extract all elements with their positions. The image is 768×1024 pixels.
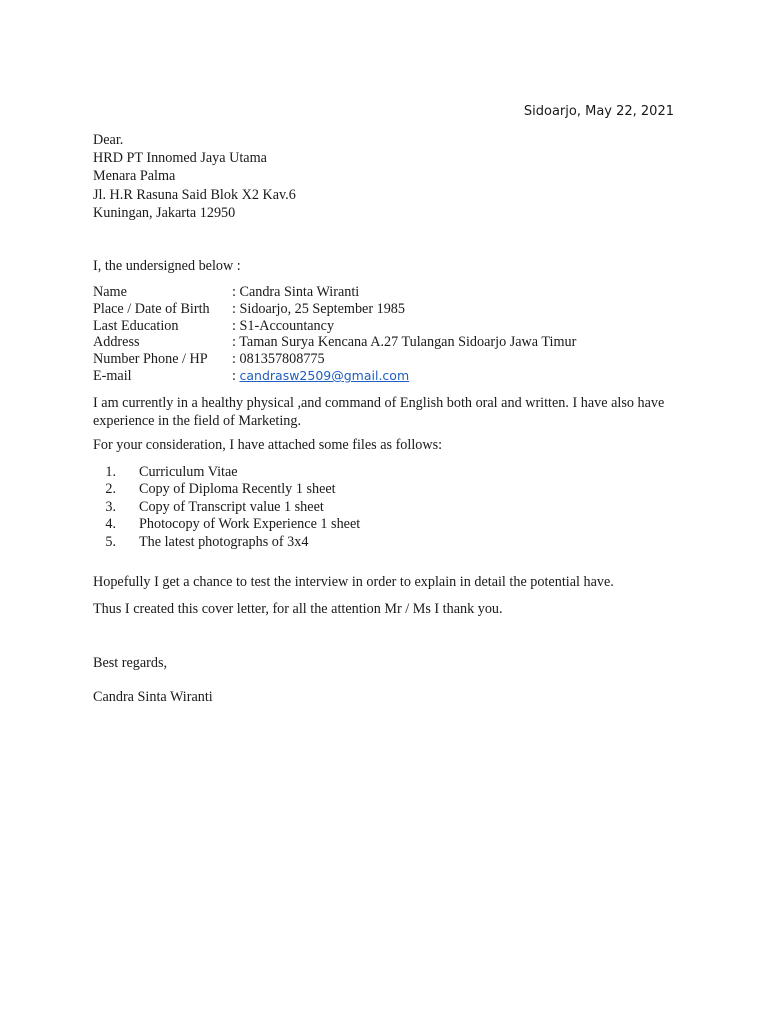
- list-item: [93, 464, 360, 481]
- detail-label: Number Phone / HP: [93, 351, 208, 368]
- email-link[interactable]: candrasw2509@gmail.com: [239, 367, 410, 383]
- list-number: 2.: [105, 481, 116, 498]
- list-text: The latest photographs of 3x4: [139, 533, 309, 550]
- detail-value: : Sidoarjo, 25 September 1985: [232, 300, 405, 317]
- detail-value-email: [232, 368, 576, 385]
- list-number: 4.: [105, 516, 116, 533]
- list-text: Copy of Diploma Recently 1 sheet: [139, 481, 336, 498]
- list-item: [93, 534, 360, 551]
- recipient-line: Menara Palma: [93, 168, 176, 185]
- detail-value: : 081357808775: [232, 351, 325, 368]
- detail-row: [93, 334, 576, 351]
- paragraph-thanks: Thus I created this cover letter, for all the attention Mr / Ms I thank you.: [93, 601, 503, 617]
- recipient-line: Jl. H.R Rasuna Said Blok X2 Kav.6: [93, 186, 296, 203]
- recipient-line: HRD PT Innomed Jaya Utama: [93, 150, 267, 167]
- detail-label: Place / Date of Birth: [93, 300, 210, 317]
- recipient-line: Kuningan, Jakarta 12950: [93, 204, 236, 221]
- detail-row: [93, 301, 576, 318]
- attachments-list: [93, 464, 360, 551]
- detail-row: [93, 318, 576, 335]
- paragraph-interview-hope: Hopefully I get a chance to test the interview in order to explain in detail the potential have.: [93, 574, 614, 590]
- detail-row: [93, 368, 576, 385]
- paragraph-health-skills: I am currently in a healthy physical ,and command of English both oral and written. I have also have experience in the field of Marketing.: [93, 395, 665, 429]
- signature-name: Candra Sinta Wiranti: [93, 689, 213, 705]
- list-item: [93, 516, 360, 533]
- closing: Best regards,: [93, 655, 168, 671]
- intro-text: I, the undersigned below :: [93, 258, 241, 274]
- detail-label: E-mail: [93, 367, 132, 384]
- list-text: Curriculum Vitae: [139, 464, 238, 480]
- list-number: 3.: [105, 498, 116, 515]
- detail-value: : Taman Surya Kencana A.27 Tulangan Sidoarjo Jawa Timur: [232, 334, 577, 351]
- detail-value: : S1-Accountancy: [232, 317, 335, 334]
- list-text: Photocopy of Work Experience 1 sheet: [139, 516, 361, 533]
- paragraph-attachments-intro: For your consideration, I have attached some files as follows:: [93, 437, 443, 453]
- letter-date: Sidoarjo, May 22, 2021: [523, 104, 674, 119]
- list-item: [93, 499, 360, 516]
- detail-label: Name: [93, 284, 127, 300]
- applicant-details: [93, 284, 576, 385]
- email-prefix: :: [232, 367, 240, 384]
- list-item: [93, 481, 360, 498]
- list-number: 1.: [105, 464, 116, 480]
- detail-row: [93, 351, 576, 368]
- salutation: Dear.: [93, 132, 124, 148]
- list-text: Copy of Transcript value 1 sheet: [139, 498, 324, 515]
- detail-value: : Candra Sinta Wiranti: [232, 284, 360, 300]
- detail-row: [93, 284, 576, 301]
- detail-label: Last Education: [93, 317, 179, 334]
- detail-label: Address: [93, 334, 140, 351]
- list-number: 5.: [105, 533, 116, 550]
- recipient-address: [93, 131, 296, 222]
